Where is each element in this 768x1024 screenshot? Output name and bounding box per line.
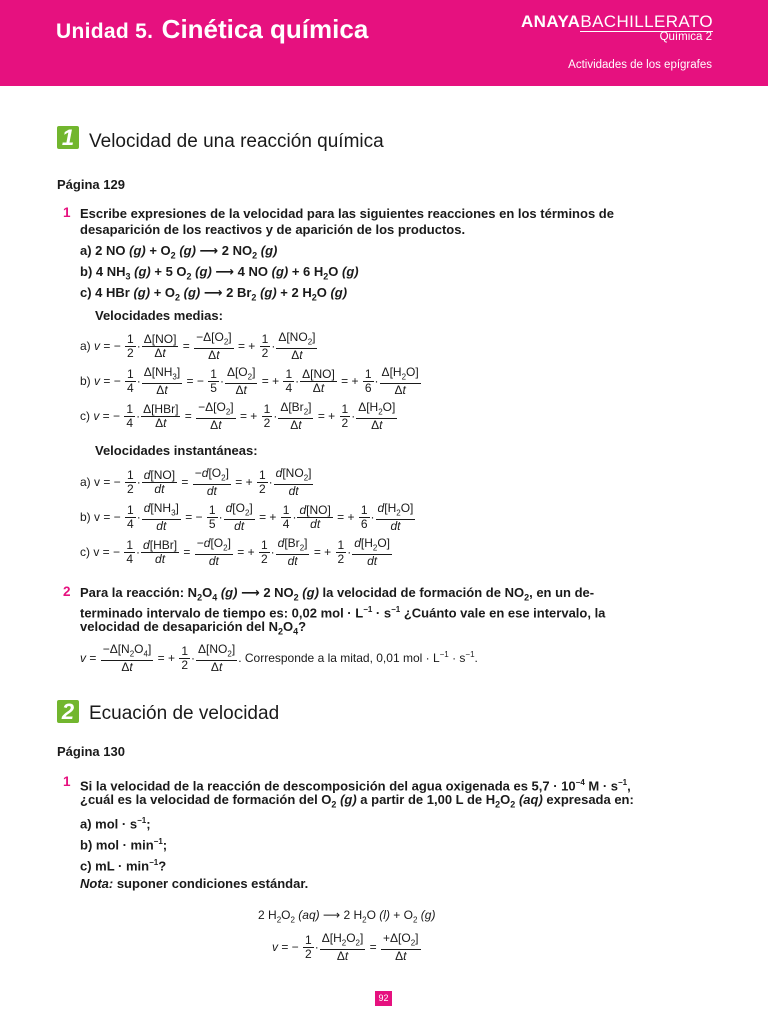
option-c: c) mL · $\min^{-1}$?: [80, 858, 167, 874]
question-text-line: terminado intervalo de tiempo es: 0,02 mol · $L^{-1} \cdot s^{-1}$ ¿Cuánto vale en ese intervalo, la: [80, 605, 606, 621]
reaction-c: c) 4 HBr $(g) + O_2$ (g) ⟶ 2 $Br_2$ (g) + 2 $H_2O$ (g): [80, 285, 348, 303]
answer-q2: v = $\frac{-\Delta[N_2O_4]}{\Delta t}$ = + $\frac{1}{2}$ · $\frac{\Delta[NO_2]}{\Delta t}$ . Corresponde a la mitad, 0,01 mol · $L^{-1} \cdot s^{-1}$.: [80, 642, 478, 675]
subject-label: Química 2: [659, 31, 712, 43]
question-text-line: Escribe expresiones de la velocidad para las siguientes reacciones en los términos de: [80, 206, 614, 221]
section-badge-2: 2: [57, 700, 79, 723]
velocidades-medias-label: Velocidades medias:: [95, 308, 223, 323]
activities-label: Actividades de los epígrafes: [568, 59, 712, 71]
question-number: 2: [63, 584, 71, 599]
question-text-line: ¿cuál es la velocidad de formación del $O_2$ (g) a partir de 1,00 L de $H_2O_2$ (aq) expresada en:: [80, 792, 634, 810]
note-label: Nota:: [80, 876, 114, 891]
page-label-130: Página 130: [57, 744, 125, 759]
decomposition-reaction: 2 $H_2O_2$ (aq) ⟶ 2 $H_2O$ $(l) + O_2$ (g): [258, 908, 436, 925]
question-number: 1: [63, 205, 71, 220]
section-title-1: Velocidad de una reacción química: [89, 131, 384, 152]
reaction-b: b) 4 $NH_3$ (g) + 5 $O_2$ (g) ⟶ 4 NO (g) + 6 $H_2O$ (g): [80, 264, 359, 282]
page-number: 92: [375, 991, 392, 1006]
note-text: suponer condiciones estándar.: [113, 876, 309, 891]
rate-expression-medias-b: b) v = − $\frac{1}{4}$ · $\frac{\Delta[NH_3]}{\Delta t}$ = − $\frac{1}{5}$ · $\frac{\Delta[O_2]}{\Delta t}$ = + $\frac{1}{4}$ · $\frac{\Delta[NO]}{\Delta t}$ = + $\frac{1}{6}$ · $\frac{\Delta[H_2O]}{\Delta t}$: [80, 365, 419, 398]
note: [80, 875, 308, 892]
rate-expression-inst-a: a) v = − $\frac{1}{2}$ · $\frac{d[NO]}{dt}$ = $\frac{-d[O_2]}{dt}$ = + $\frac{1}{2}$ · $\frac{d[NO_2]}{dt}$: [80, 466, 312, 499]
velocidades-instantaneas-label: Velocidades instantáneas:: [95, 443, 258, 458]
section-badge-1: 1: [57, 126, 79, 149]
unit-number: Unidad 5.: [56, 20, 154, 43]
rate-expression-medias-c: c) v = − $\frac{1}{4}$ · $\frac{\text{Δ[HBr]}}{\Delta t}$ = $\frac{-\Delta[O_2]}{\Delta t}$ = + $\frac{1}{2}$ · $\frac{\Delta[Br_2]}{\Delta t}$ = + $\frac{1}{2}$ · $\frac{\Delta[H_2O]}{\Delta t}$: [80, 400, 396, 433]
rate-expression-inst-b: b) v = − $\frac{1}{4}$ · $\frac{d[NH_3]}{dt}$ = − $\frac{1}{5}$ · $\frac{d[O_2]}{dt}$ = + $\frac{1}{4}$ · $\frac{d[NO]}{dt}$ = + $\frac{1}{6}$ · $\frac{d[H_2O]}{dt}$: [80, 501, 414, 534]
option-a: a) mol · $s^{-1}$;: [80, 816, 151, 832]
brand-anaya: ANAYA: [521, 12, 581, 31]
unit-title: [56, 14, 368, 45]
question-text-line: Para la reacción: $N_2O_4$ (g) ⟶ 2 $NO_2$ (g) la velocidad de formación de $NO_2$, en un de-: [80, 585, 595, 603]
unit-name: Cinética química: [161, 14, 369, 44]
rate-expression-h2o2: v = − $\frac{1}{2}$ · $\frac{\Delta[H_2O_2]}{\Delta t}$ = $\frac{+\Delta[O_2]}{\Delta t}$: [272, 931, 419, 964]
question-number: 1: [63, 774, 71, 789]
option-b: b) mol · $\min^{-1}$;: [80, 837, 168, 853]
rate-expression-inst-c: c) v = − $\frac{1}{4}$ · $\frac{\text{d[HBr]}}{dt}$ = $\frac{-d[O_2]}{dt}$ = + $\frac{1}{2}$ · $\frac{d[Br_2]}{dt}$ = + $\frac{1}{2}$ · $\frac{d[H_2O]}{dt}$: [80, 536, 391, 569]
header-band: [0, 0, 768, 86]
rate-expression-medias-a: a) v = − $\frac{1}{2}$ · $\frac{\Delta[NO]}{\Delta t}$ = $\frac{-\Delta[O_2]}{\Delta t}$ = + $\frac{1}{2}$ · $\frac{\Delta[NO_2]}{\Delta t}$: [80, 330, 316, 363]
section-title-2: Ecuación de velocidad: [89, 703, 280, 724]
publisher-logo: [521, 13, 713, 30]
question-text-line: velocidad de desaparición del $N_2O_4$?: [80, 619, 307, 637]
brand-bachillerato: BACHILLERATO: [580, 12, 713, 31]
question-text-line: desaparición de los reactivos y de aparición de los productos.: [80, 222, 466, 237]
question-text-line: Si la velocidad de la reacción de descomposición del agua oxigenada es $5,7 \cdot 10^{-4}$ $M \cdot s^{-1}$,: [80, 778, 631, 794]
reaction-a: a) 2 NO $(g) + O_2$ (g) ⟶ 2 $NO_2$ (g): [80, 243, 278, 261]
page-label-129: Página 129: [57, 177, 125, 192]
